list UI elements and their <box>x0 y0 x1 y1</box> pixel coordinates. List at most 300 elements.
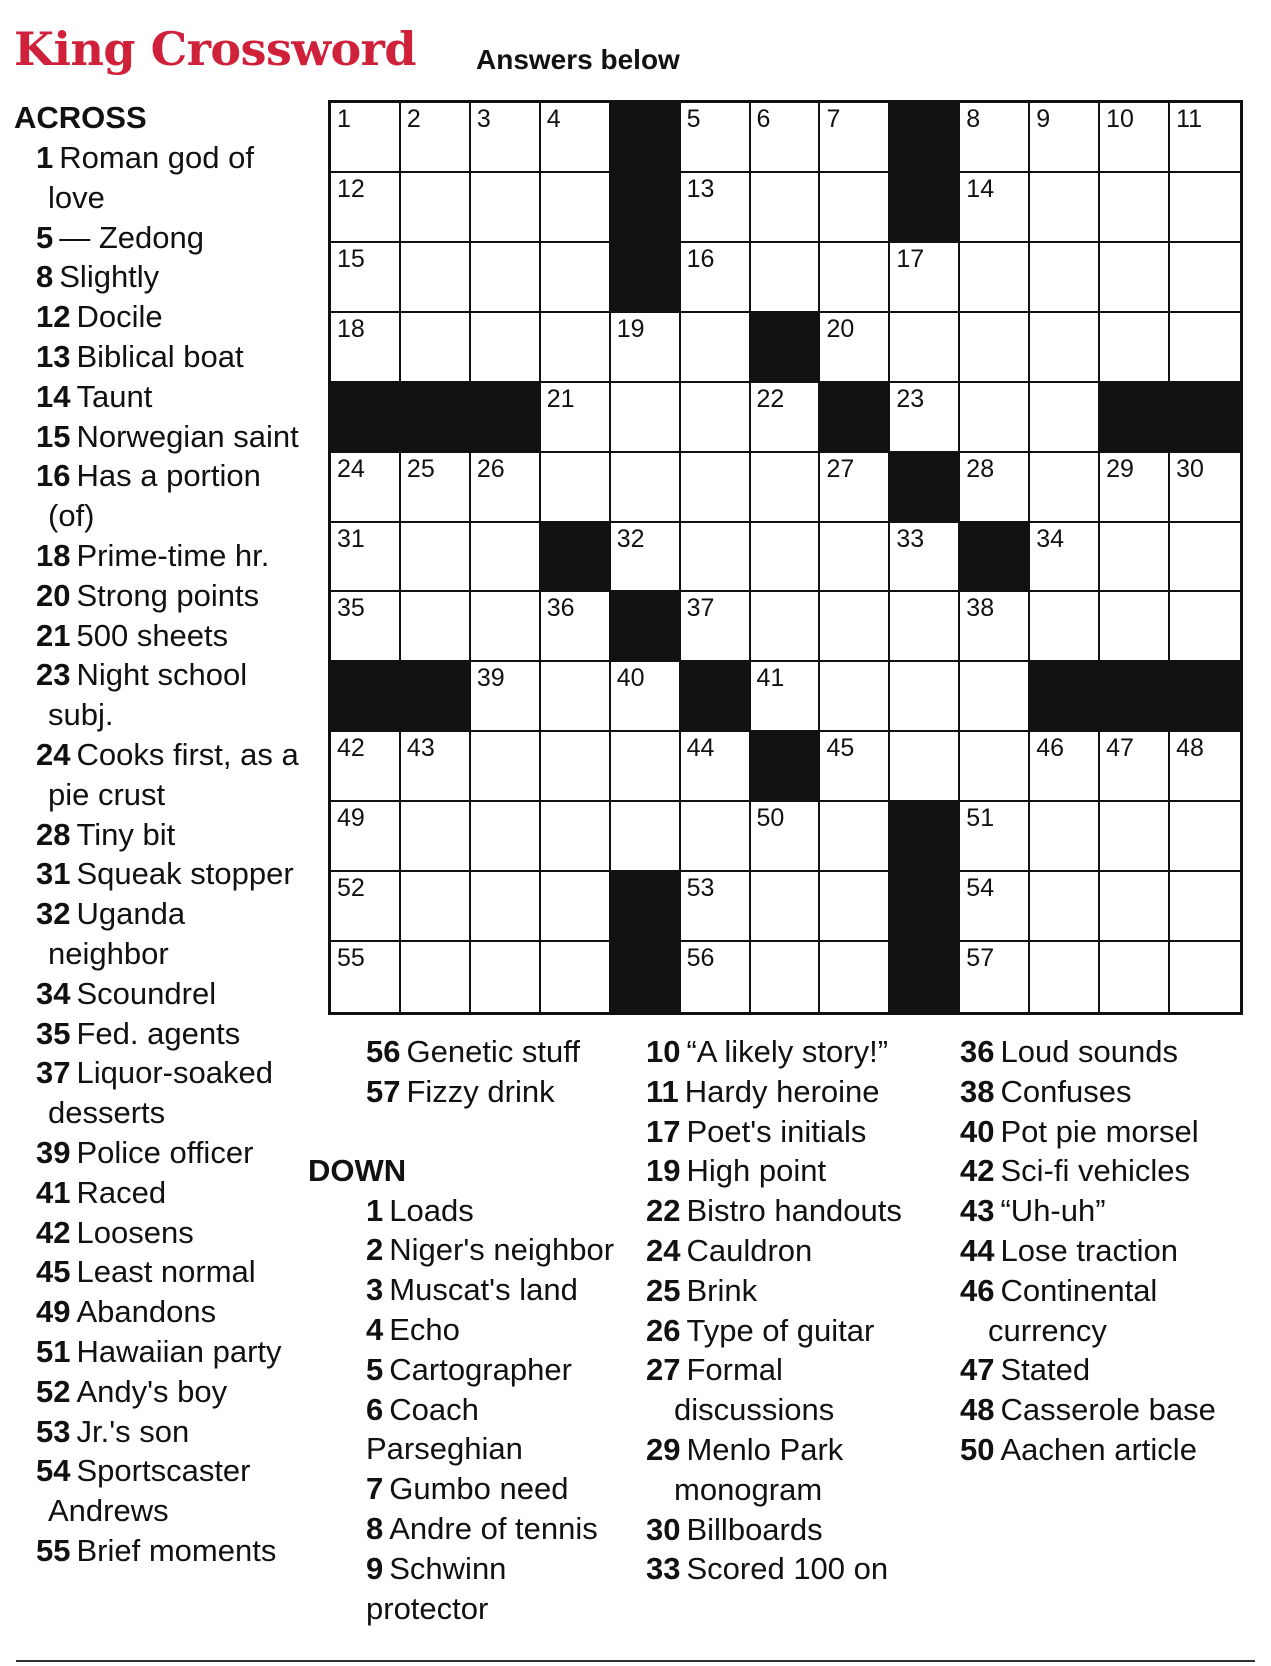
clue-item <box>16 1252 306 1292</box>
across-clue-list <box>16 138 306 1571</box>
clue-number: 1 <box>36 140 54 175</box>
grid-cell[interactable] <box>890 243 960 313</box>
clue-text: Norwegian saint <box>76 418 299 454</box>
cell-number: 27 <box>826 454 855 483</box>
clue-text: Has a portion (of) <box>48 458 261 534</box>
black-square <box>890 802 960 872</box>
grid-cell[interactable] <box>471 173 541 243</box>
black-square <box>890 872 960 942</box>
grid-cell[interactable] <box>1170 103 1240 173</box>
grid-cell[interactable] <box>611 383 681 453</box>
grid-cell[interactable] <box>1100 243 1170 313</box>
clue-text: “A likely story!” <box>686 1034 889 1069</box>
clue-number: 13 <box>36 338 71 374</box>
black-square <box>611 872 681 942</box>
grid-cell[interactable] <box>751 523 821 593</box>
black-square <box>890 173 960 243</box>
cell-number: 49 <box>337 804 365 833</box>
clues-column-4 <box>960 1032 1260 1470</box>
grid-cell[interactable] <box>960 453 1030 523</box>
clue-text: 500 sheets <box>76 617 229 653</box>
grid-cell[interactable] <box>471 523 541 593</box>
cell-number: 35 <box>337 594 365 623</box>
clue-number: 19 <box>646 1153 681 1189</box>
clue-item <box>646 1271 946 1311</box>
grid-cell[interactable] <box>331 942 401 1012</box>
grid-cell[interactable] <box>401 732 471 802</box>
cell-number: 34 <box>1036 524 1065 553</box>
grid-cell[interactable] <box>681 243 751 313</box>
clue-number: 54 <box>36 1453 71 1489</box>
grid-cell[interactable] <box>331 732 401 802</box>
clue-text: Niger's neighbor <box>389 1232 615 1268</box>
grid-cell[interactable] <box>611 732 681 802</box>
grid-cell[interactable] <box>541 662 611 732</box>
cell-number: 38 <box>966 594 995 623</box>
cell-number: 16 <box>686 244 715 273</box>
cell-number: 37 <box>686 594 715 623</box>
crossword-grid <box>328 100 1243 1015</box>
cell-number: 14 <box>966 174 995 203</box>
grid-cell[interactable] <box>541 732 611 802</box>
grid-cell[interactable] <box>960 872 1030 942</box>
grid-cell[interactable] <box>960 732 1030 802</box>
clue-number: 45 <box>36 1254 71 1290</box>
clue-text: Brink <box>686 1272 758 1308</box>
grid-cell[interactable] <box>1170 942 1240 1012</box>
grid-cell[interactable] <box>1100 802 1170 872</box>
grid-cell[interactable] <box>1030 383 1100 453</box>
grid-cell[interactable] <box>1100 173 1170 243</box>
clue-number: 31 <box>36 856 71 892</box>
grid-cell[interactable] <box>681 942 751 1012</box>
grid-cell[interactable] <box>401 313 471 383</box>
answers-note: Answers below <box>476 44 680 75</box>
cell-number: 29 <box>1106 454 1134 483</box>
clue-number: 38 <box>960 1073 995 1109</box>
grid-cell[interactable] <box>541 453 611 523</box>
clue-text: Abandons <box>76 1294 217 1330</box>
grid-cell[interactable] <box>681 173 751 243</box>
clue-number: 42 <box>960 1153 995 1189</box>
grid-cell[interactable] <box>1030 453 1100 523</box>
grid-cell[interactable] <box>471 592 541 662</box>
grid-cell[interactable] <box>611 802 681 872</box>
grid-cell[interactable] <box>820 523 890 593</box>
grid-cell[interactable] <box>751 383 821 453</box>
cell-number: 47 <box>1106 734 1134 763</box>
clue-number: 41 <box>36 1174 71 1210</box>
clue-number: 24 <box>36 736 71 772</box>
clue-item <box>16 735 306 815</box>
cell-number: 21 <box>546 384 575 413</box>
grid-cell[interactable] <box>751 103 821 173</box>
cell-number: 57 <box>966 944 995 973</box>
cell-number: 23 <box>896 384 925 413</box>
black-square <box>611 592 681 662</box>
grid-cell[interactable] <box>1030 732 1100 802</box>
grid-cell[interactable] <box>331 243 401 313</box>
grid-cell[interactable] <box>541 802 611 872</box>
grid-cell[interactable] <box>681 383 751 453</box>
cell-number: 10 <box>1106 105 1134 133</box>
grid-cell[interactable] <box>1170 732 1240 802</box>
grid-cell[interactable] <box>331 802 401 872</box>
grid-cell[interactable] <box>401 103 471 173</box>
clue-text: Cauldron <box>686 1232 813 1268</box>
clue-number: 7 <box>366 1471 384 1507</box>
grid-cell[interactable] <box>681 872 751 942</box>
clue-number: 35 <box>36 1015 71 1051</box>
black-square <box>820 383 890 453</box>
clue-item <box>336 1032 636 1072</box>
grid-cell[interactable] <box>541 942 611 1012</box>
grid-cell[interactable] <box>1170 523 1240 593</box>
grid-cell[interactable] <box>960 662 1030 732</box>
grid-cell[interactable] <box>541 383 611 453</box>
grid-cell[interactable] <box>1030 592 1100 662</box>
clue-text: Liquor-soaked desserts <box>48 1055 273 1131</box>
grid-cell[interactable] <box>1030 243 1100 313</box>
grid-cell[interactable] <box>890 732 960 802</box>
grid-cell[interactable] <box>960 802 1030 872</box>
clue-text: Scored 100 on <box>686 1551 889 1587</box>
grid-cell[interactable] <box>1170 872 1240 942</box>
grid-cell[interactable] <box>681 313 751 383</box>
clue-item <box>960 1350 1260 1390</box>
clue-number: 42 <box>36 1214 71 1250</box>
clue-number: 53 <box>36 1413 71 1449</box>
clue-item <box>646 1231 946 1271</box>
grid-cell[interactable] <box>820 802 890 872</box>
grid-cell[interactable] <box>1030 942 1100 1012</box>
clue-item <box>16 974 306 1014</box>
clue-text: — Zedong <box>59 219 205 255</box>
grid-cell[interactable] <box>401 173 471 243</box>
grid-cell[interactable] <box>611 453 681 523</box>
clue-text: Strong points <box>76 577 260 613</box>
grid-cell[interactable] <box>471 313 541 383</box>
clue-item <box>646 1549 946 1589</box>
grid-cell[interactable] <box>1100 942 1170 1012</box>
clue-text: High point <box>686 1153 827 1189</box>
grid-cell[interactable] <box>751 592 821 662</box>
clue-text: Docile <box>76 299 163 335</box>
grid-cell[interactable] <box>820 942 890 1012</box>
black-square <box>1170 662 1240 732</box>
black-square <box>890 942 960 1012</box>
clue-text: Aachen article <box>1000 1431 1197 1467</box>
grid-cell[interactable] <box>681 523 751 593</box>
grid-cell[interactable] <box>820 592 890 662</box>
grid-cell[interactable] <box>331 872 401 942</box>
clue-text: Gumbo need <box>389 1471 569 1507</box>
grid-cell[interactable] <box>331 523 401 593</box>
down-clue-list-b <box>646 1032 946 1589</box>
cell-number: 39 <box>476 664 505 693</box>
grid-cell[interactable] <box>1030 523 1100 593</box>
page-title: King Crossword <box>14 22 417 76</box>
grid-cell[interactable] <box>820 732 890 802</box>
grid-cell[interactable] <box>1030 872 1100 942</box>
cell-number: 17 <box>896 244 925 273</box>
clue-number: 25 <box>646 1272 681 1308</box>
grid-cell[interactable] <box>960 383 1030 453</box>
clue-item <box>16 1372 306 1412</box>
grid-cell[interactable] <box>1030 173 1100 243</box>
grid-cell[interactable] <box>1170 592 1240 662</box>
grid-cell[interactable] <box>401 523 471 593</box>
clue-item <box>16 576 306 616</box>
clue-number: 22 <box>646 1193 681 1229</box>
black-square <box>890 453 960 523</box>
grid-cell[interactable] <box>890 383 960 453</box>
grid-cell[interactable] <box>331 173 401 243</box>
grid-cell[interactable] <box>541 243 611 313</box>
grid-cell[interactable] <box>890 592 960 662</box>
clue-number: 51 <box>36 1333 71 1369</box>
grid-cell[interactable] <box>1100 523 1170 593</box>
clue-number: 3 <box>366 1272 384 1308</box>
clue-text: Loud sounds <box>1000 1034 1179 1069</box>
grid-cell[interactable] <box>541 872 611 942</box>
grid-cell[interactable] <box>681 453 751 523</box>
grid-cell[interactable] <box>611 313 681 383</box>
grid-cell[interactable] <box>1030 103 1100 173</box>
clue-item <box>16 815 306 855</box>
grid-cell[interactable] <box>401 802 471 872</box>
grid-cell[interactable] <box>471 802 541 872</box>
black-square <box>331 383 401 453</box>
grid-cell[interactable] <box>401 453 471 523</box>
grid-cell[interactable] <box>401 942 471 1012</box>
clue-item <box>646 1430 946 1510</box>
cell-number: 43 <box>406 734 435 763</box>
cell-number: 53 <box>686 874 715 903</box>
clue-text: Tiny bit <box>76 816 176 852</box>
clue-text: Least normal <box>76 1254 256 1290</box>
cell-number: 46 <box>1036 734 1065 763</box>
grid-cell[interactable] <box>401 243 471 313</box>
grid-cell[interactable] <box>960 313 1030 383</box>
clue-text: Bistro handouts <box>686 1193 902 1229</box>
grid-cell[interactable] <box>681 732 751 802</box>
clue-item <box>16 377 306 417</box>
clue-text: Cartographer <box>389 1351 572 1387</box>
clue-item <box>336 1191 636 1231</box>
black-square <box>611 173 681 243</box>
grid-cell[interactable] <box>331 313 401 383</box>
clue-item <box>16 854 306 894</box>
grid-cell[interactable] <box>541 313 611 383</box>
clue-number: 14 <box>36 378 71 414</box>
grid-cell[interactable] <box>331 103 401 173</box>
cell-number: 15 <box>337 244 365 273</box>
clue-item <box>16 655 306 735</box>
clue-text: Andre of tennis <box>389 1510 598 1546</box>
grid-cell[interactable] <box>751 662 821 732</box>
grid-cell[interactable] <box>471 662 541 732</box>
black-square <box>541 523 611 593</box>
clue-item <box>16 417 306 457</box>
grid-cell[interactable] <box>1100 103 1170 173</box>
grid-cell[interactable] <box>471 732 541 802</box>
black-square <box>611 243 681 313</box>
grid-cell[interactable] <box>890 523 960 593</box>
grid-cell[interactable] <box>1100 453 1170 523</box>
grid-cell[interactable] <box>401 872 471 942</box>
black-square <box>611 942 681 1012</box>
clue-item <box>16 337 306 377</box>
grid-cell[interactable] <box>471 872 541 942</box>
clue-number: 29 <box>646 1431 681 1467</box>
clue-item <box>960 1151 1260 1191</box>
clue-text: Lose traction <box>1000 1232 1178 1268</box>
grid-cell[interactable] <box>751 872 821 942</box>
black-square <box>681 662 751 732</box>
clue-item <box>960 1271 1260 1351</box>
cell-number: 40 <box>616 664 645 693</box>
clue-item <box>646 1350 946 1430</box>
cell-number: 11 <box>1176 105 1203 133</box>
clue-item <box>16 1412 306 1452</box>
grid-cell[interactable] <box>1170 173 1240 243</box>
clue-number: 47 <box>960 1352 995 1388</box>
grid-cell[interactable] <box>541 592 611 662</box>
clue-text: Loosens <box>76 1214 194 1250</box>
cell-number: 20 <box>826 314 855 343</box>
clue-text: Loads <box>389 1192 474 1228</box>
grid-cell[interactable] <box>751 942 821 1012</box>
grid-cell[interactable] <box>820 453 890 523</box>
grid-cell[interactable] <box>820 872 890 942</box>
clue-item <box>336 1390 636 1470</box>
grid-cell[interactable] <box>681 592 751 662</box>
grid-cell[interactable] <box>820 313 890 383</box>
black-square <box>401 383 471 453</box>
grid-cell[interactable] <box>1030 802 1100 872</box>
grid-cell[interactable] <box>471 103 541 173</box>
cell-number: 36 <box>546 594 575 623</box>
clue-number: 24 <box>646 1232 681 1268</box>
clue-item <box>16 1133 306 1173</box>
black-square <box>890 103 960 173</box>
grid-cell[interactable] <box>820 662 890 732</box>
clue-item <box>16 138 306 218</box>
grid-cell[interactable] <box>1170 313 1240 383</box>
clue-text: Continental currency <box>988 1272 1158 1348</box>
cell-number: 55 <box>337 944 365 973</box>
clue-text: Casserole base <box>1000 1392 1216 1428</box>
clue-item <box>646 1191 946 1231</box>
clue-number: 49 <box>36 1294 71 1330</box>
cell-number: 19 <box>616 314 645 343</box>
grid-cell[interactable] <box>1100 313 1170 383</box>
grid-cell[interactable] <box>1170 802 1240 872</box>
down-clue-list-c <box>960 1032 1260 1470</box>
clue-text: Coach Parseghian <box>366 1391 523 1467</box>
grid-cell[interactable] <box>960 103 1030 173</box>
cell-number: 52 <box>337 874 365 903</box>
grid-cell[interactable] <box>960 173 1030 243</box>
clue-text: Menlo Park monogram <box>674 1431 844 1507</box>
grid-cell[interactable] <box>960 592 1030 662</box>
grid-cell[interactable] <box>541 103 611 173</box>
grid-cell[interactable] <box>1100 592 1170 662</box>
black-square <box>960 523 1030 593</box>
grid-cell[interactable] <box>751 802 821 872</box>
clue-number: 23 <box>36 657 71 693</box>
grid-cell[interactable] <box>890 313 960 383</box>
black-square <box>1030 662 1100 732</box>
grid-cell[interactable] <box>820 243 890 313</box>
grid-cell[interactable] <box>471 243 541 313</box>
clue-number: 1 <box>366 1192 384 1228</box>
grid-cell[interactable] <box>611 662 681 732</box>
cell-number: 31 <box>337 524 365 553</box>
grid-cell[interactable] <box>471 942 541 1012</box>
clue-text: Scoundrel <box>76 975 217 1011</box>
clue-number: 33 <box>646 1551 681 1587</box>
grid-cell[interactable] <box>820 173 890 243</box>
grid-cell[interactable] <box>681 802 751 872</box>
grid-cell[interactable] <box>751 173 821 243</box>
grid-cell[interactable] <box>1100 732 1170 802</box>
grid-cell[interactable] <box>751 453 821 523</box>
cell-number: 22 <box>756 384 785 413</box>
clue-text: Police officer <box>76 1134 254 1170</box>
grid-cell[interactable] <box>960 243 1030 313</box>
clue-text: Cooks first, as a pie crust <box>48 736 299 812</box>
grid-cell[interactable] <box>541 173 611 243</box>
clue-number: 44 <box>960 1232 995 1268</box>
grid-cell[interactable] <box>1100 872 1170 942</box>
clue-item <box>960 1390 1260 1430</box>
grid-cell[interactable] <box>1170 453 1240 523</box>
clue-number: 8 <box>366 1510 384 1546</box>
clue-text: Andy's boy <box>76 1373 228 1409</box>
clue-number: 5 <box>36 219 54 255</box>
grid-cell[interactable] <box>331 453 401 523</box>
grid-cell[interactable] <box>1170 243 1240 313</box>
grid-cell[interactable] <box>890 662 960 732</box>
grid-cell[interactable] <box>331 592 401 662</box>
cell-number: 7 <box>826 105 841 133</box>
clue-number: 55 <box>36 1532 71 1568</box>
clue-text: Hawaiian party <box>76 1333 282 1369</box>
clue-item <box>16 894 306 974</box>
clues-column-2 <box>308 1032 636 1628</box>
grid-cell[interactable] <box>681 103 751 173</box>
grid-cell[interactable] <box>1030 313 1100 383</box>
grid-cell[interactable] <box>751 243 821 313</box>
cell-number: 44 <box>686 734 715 763</box>
clue-text: Fed. agents <box>76 1015 241 1051</box>
cell-number: 45 <box>826 734 855 763</box>
black-square <box>331 662 401 732</box>
grid-cell[interactable] <box>401 592 471 662</box>
grid-cell[interactable] <box>471 453 541 523</box>
clue-item <box>336 1469 636 1509</box>
clue-text: Genetic stuff <box>406 1034 580 1069</box>
clue-number: 9 <box>366 1550 384 1586</box>
grid-cell[interactable] <box>611 523 681 593</box>
grid-cell[interactable] <box>960 942 1030 1012</box>
clue-number: 46 <box>960 1272 995 1308</box>
black-square <box>471 383 541 453</box>
grid-cell[interactable] <box>820 103 890 173</box>
clue-number: 36 <box>960 1034 995 1069</box>
